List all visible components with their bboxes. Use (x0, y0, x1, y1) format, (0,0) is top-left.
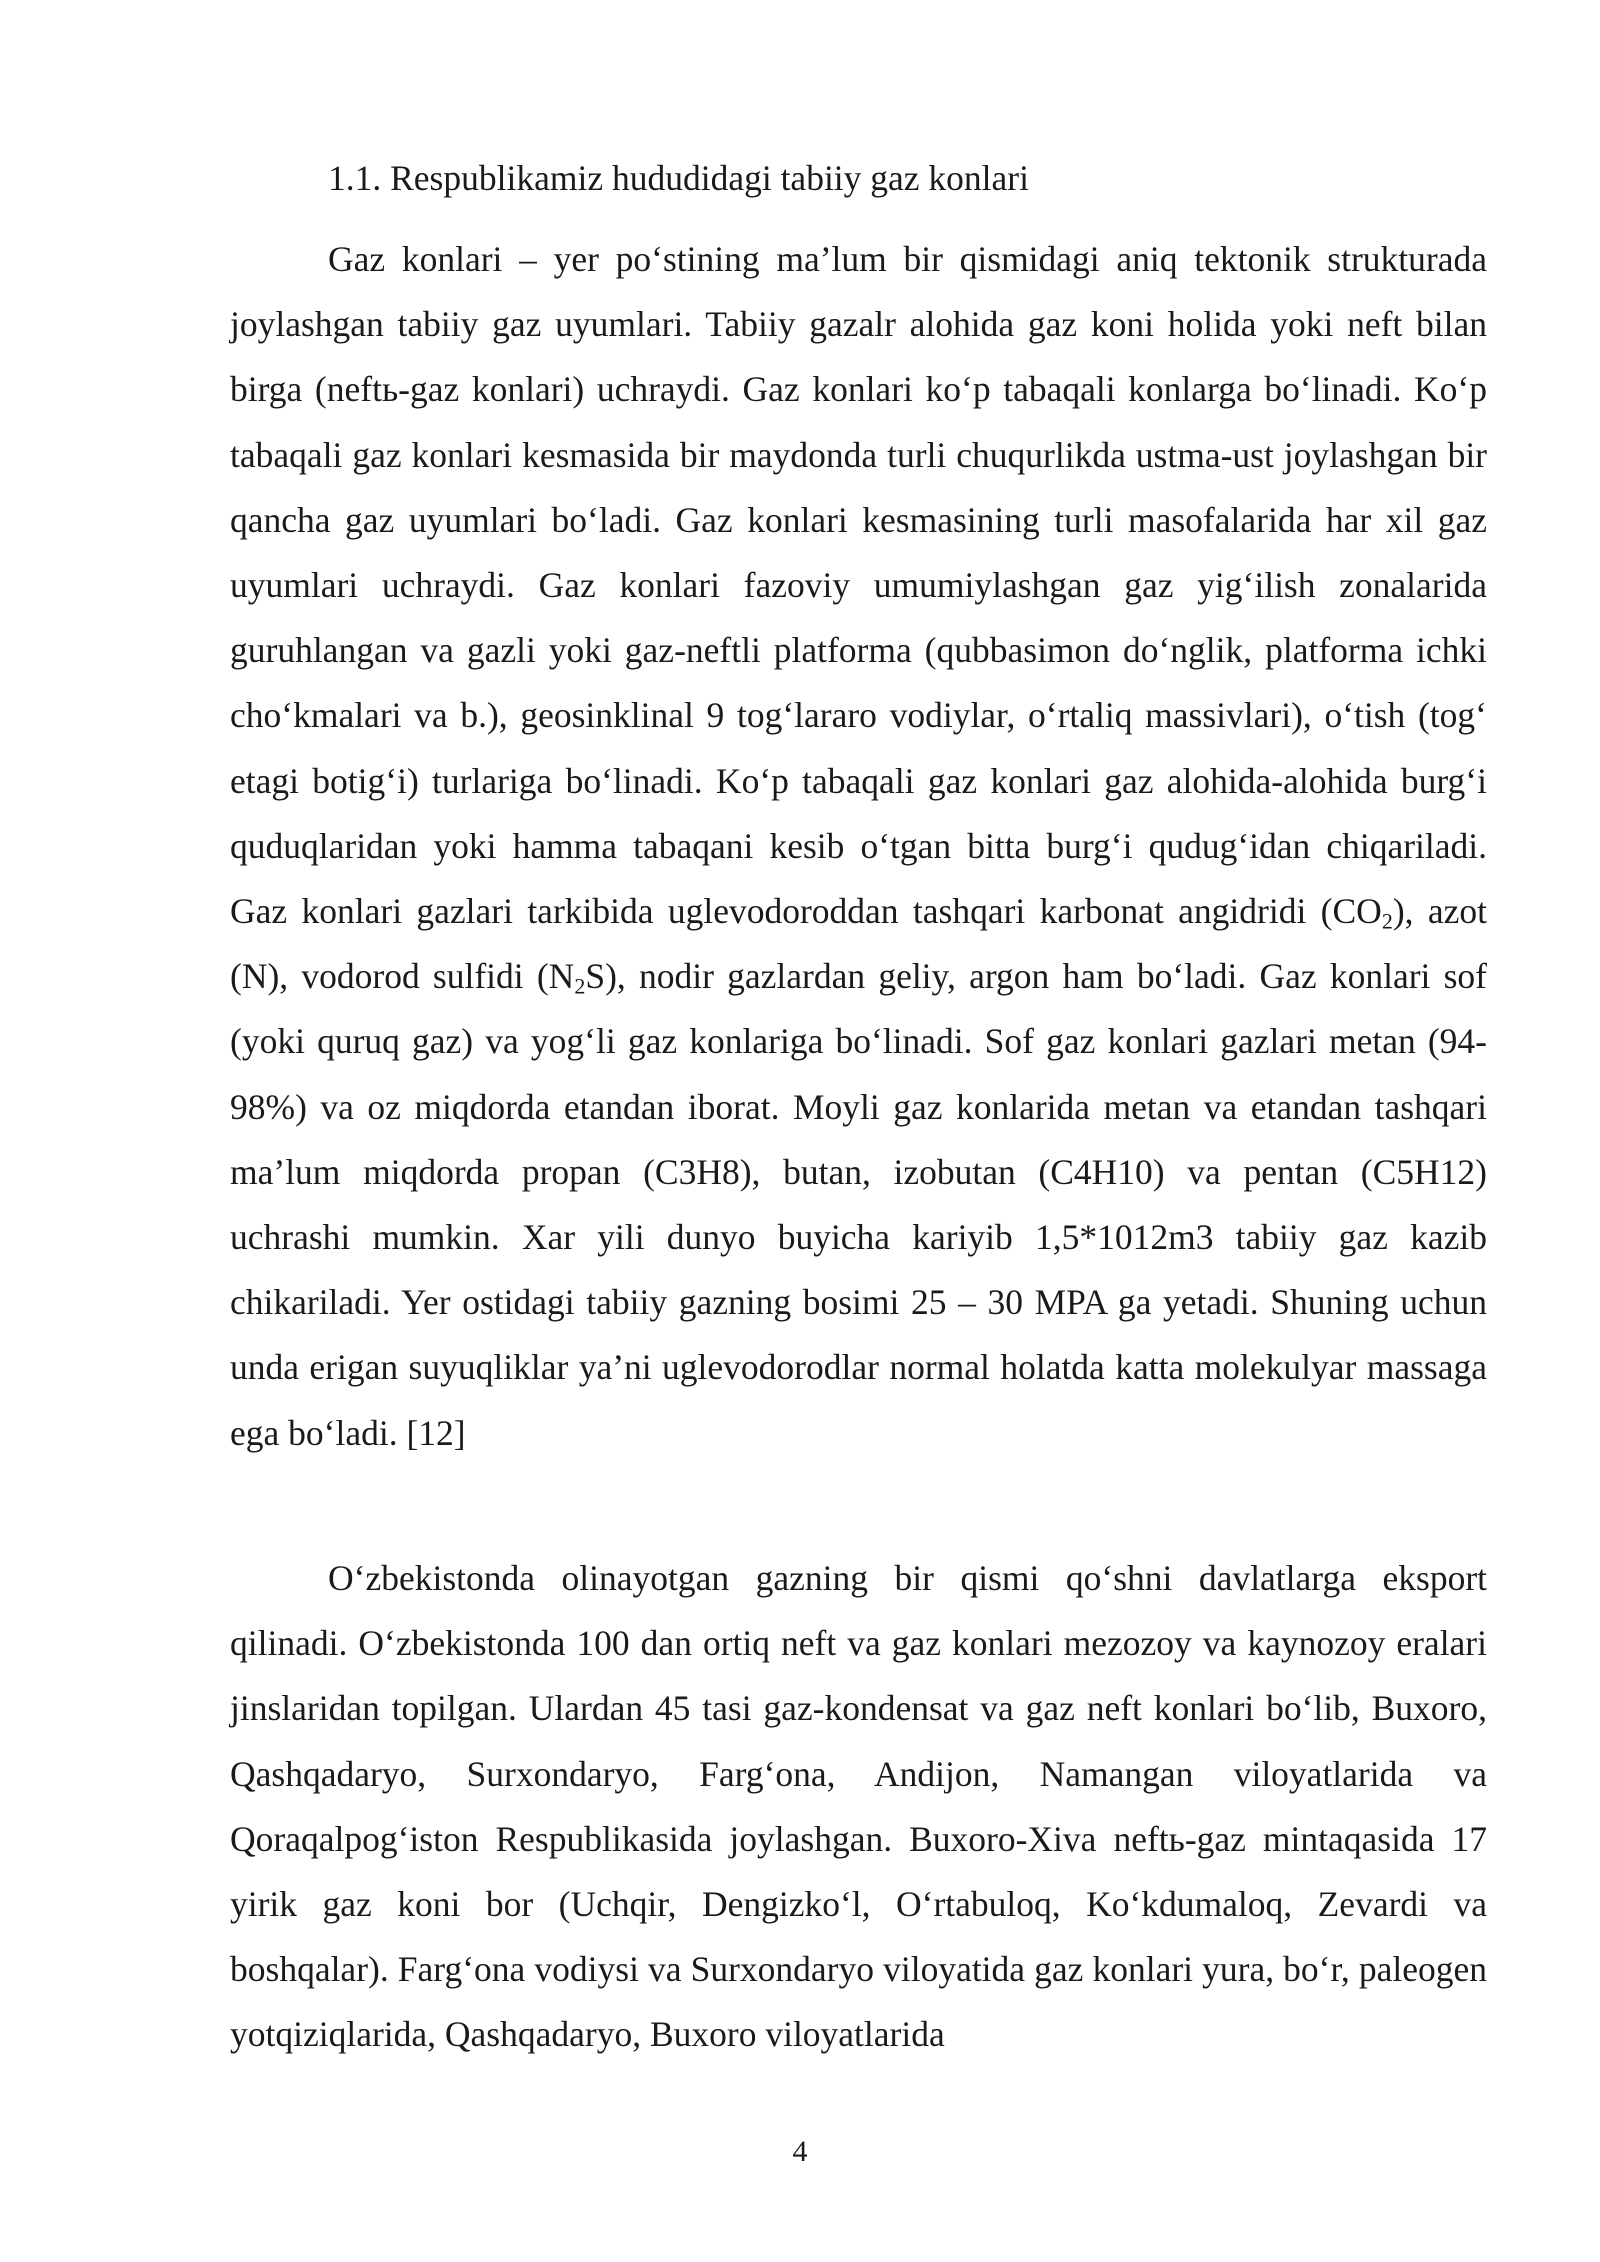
paragraph-gas-fields (230, 227, 1487, 1466)
paragraph-text: Gaz konlari – yer po‘stining ma’lum bir qismidagi aniq tektonik strukturada joylashgan tabiiy gaz uyumlari. Tabiiy gazalr alohida gaz koni holida yoki neft bilan birga (neftь-gaz konlari) uchraydi. Gaz konlari ko‘p tabaqali konlarga bo‘linadi. Ko‘p tabaqali gaz konlari kesmasida bir maydonda turli chuqurlikda ustma-ust joylashgan bir qancha gaz uyumlari bo‘ladi. Gaz konlari kesmasining turli masofalarida har xil gaz uyumlari uchraydi. Gaz konlari fazoviy umumiylashgan gaz yig‘ilish zonalarida guruhlangan va gazli yoki gaz-neftli platforma (qubbasimon do‘nglik, platforma ichki cho‘kmalari va b.), geosinklinal 9 tog‘lararo vodiylar, o‘rtaliq massivlari), o‘tish (tog‘ etagi botig‘i) turlariga bo‘linadi. Ko‘p tabaqali gaz konlari gaz alohida-alohida burg‘i quduqlaridan yoki hamma tabaqani kesib o‘tgan bitta burg‘i qudug‘idan chiqariladi. Gaz konlari gazlari tarkibida uglevodoroddan tashqari karbonat angidridi (CO (230, 239, 1487, 932)
subscript: 2 (574, 973, 586, 999)
section-heading: 1.1. Respublikamiz hududidagi tabiiy gaz konlari (328, 158, 1029, 198)
paragraph-text: ), azot (N), vodorod sulfidi (N (230, 891, 1488, 997)
paragraph-uzbekistan-gas: O‘zbekistonda olinayotgan gazning bir qismi qo‘shni davlatlarga eksport qilinadi. O‘zbekistonda 100 dan ortiq neft va gaz konlari mezozoy va kaynozoy eralari jinslaridan topilgan. Ulardan 45 tasi gaz-kondensat va gaz neft konlari bo‘lib, Buxoro, Qashqadaryo, Surxondaryo, Farg‘ona, Andijon, Namangan viloyatlarida va Qoraqalpog‘iston Respublikasida joylashgan. Buxoro-Xiva neftь-gaz mintaqasida 17 yirik gaz koni bor (Uchqir, Dengizko‘l, O‘rtabuloq, Ko‘kdumaloq, Zevardi va boshqalar). Farg‘ona vodiysi va Surxondaryo viloyatida gaz konlari yura, bo‘r, paleogen yotqiziqlarida, Qashqadaryo, Buxoro viloyatlarida (230, 1558, 1487, 2055)
paragraph-text: S), nodir gazlardan geliy, argon ham bo‘ladi. Gaz konlari sof (yoki quruq gaz) va yog‘li gaz konlariga bo‘linadi. Sof gaz konlari gazlari metan (94-98%) va oz miqdorda etandan iborat. Moyli gaz konlarida metan va etandan tashqari ma’lum miqdorda propan (C3H8), butan, izobutan (C4H10) va pentan (C5H12) uchrashi mumkin. Xar yili dunyo buyicha kariyib 1,5*1012m3 tabiiy gaz kazib chikariladi. Yer ostidagi tabiiy gazning bosimi 25 – 30 MPA ga yetadi. Shuning uchun unda erigan suyuqliklar ya’ni uglevodorodlar normal holatda katta molekulyar massaga ega bo‘ladi. [12] (230, 956, 1488, 1453)
page-number: 4 (792, 2135, 808, 2168)
subscript: 2 (1381, 908, 1393, 934)
